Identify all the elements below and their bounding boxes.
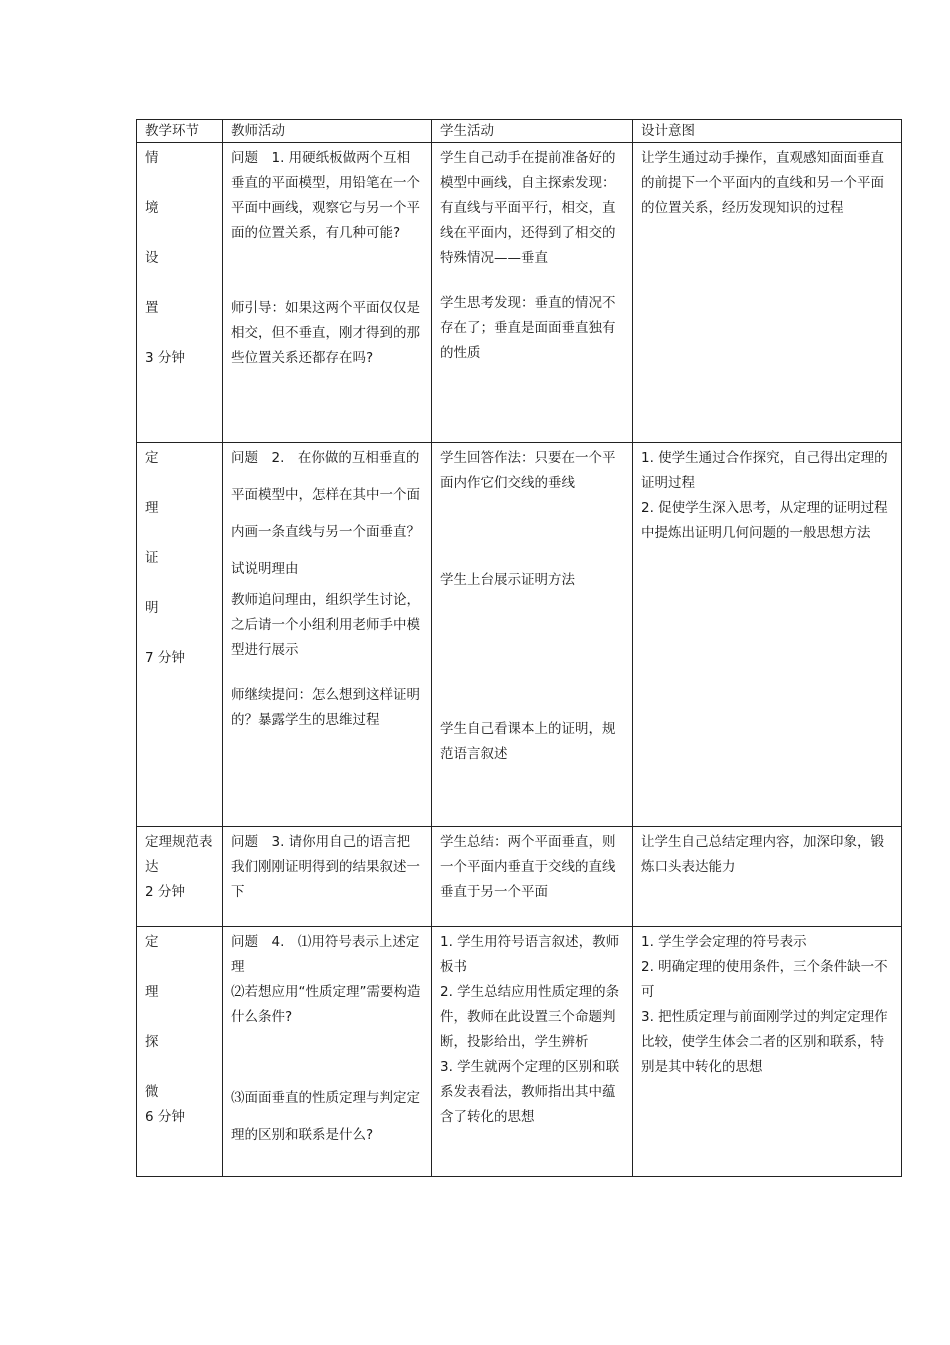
- header-stage: 教学环节: [137, 120, 223, 143]
- intent-text: 让学生通过动手操作，直观感知面面垂直的前提下一个平面内的直线和另一个平面的位置关系，经历发现知识的过程: [641, 150, 884, 216]
- student-cell: [432, 143, 633, 443]
- header-row: [137, 120, 902, 143]
- student-cell: [432, 827, 633, 927]
- table-row: [137, 927, 902, 1177]
- student-text: 学生思考发现：垂直的情况不存在了；垂直是面面垂直独有的性质: [440, 295, 616, 361]
- teacher-text: 师继续提问：怎么想到这样证明的？暴露学生的思维过程: [231, 687, 420, 728]
- intent-text: 2. 明确定理的使用条件，三个条件缺一不可: [641, 959, 888, 1000]
- intent-text: 让学生自己总结定理内容，加深印象，锻炼口头表达能力: [641, 834, 884, 875]
- teacher-cell: [223, 443, 432, 827]
- student-text: 1. 学生用符号语言叙述，教师板书: [440, 934, 620, 975]
- stage-cell: [137, 827, 223, 927]
- teacher-cell: [223, 143, 432, 443]
- teacher-cell: [223, 827, 432, 927]
- teacher-text: ⑵若想应用“性质定理”需要构造什么条件?: [231, 984, 421, 1025]
- student-text: 学生总结：两个平面垂直，则一个平面内垂直于交线的直线垂直于另一个平面: [440, 834, 616, 900]
- table-row: [137, 827, 902, 927]
- table-row: [137, 443, 902, 827]
- teacher-text: 问题 2. 在你做的互相垂直的平面模型中，怎样在其中一个面内画一条直线与另一个面垂直？试说明理由: [231, 450, 420, 577]
- teacher-text: 问题 4. ⑴用符号表示上述定理: [231, 934, 420, 975]
- teacher-text: 问题 3. 请你用自己的语言把我们刚刚证明得到的结果叙述一下: [231, 834, 420, 900]
- student-cell: [432, 927, 633, 1177]
- student-text: 学生回答作法：只要在一个平面内作它们交线的垂线: [440, 450, 616, 491]
- teacher-text: 师引导：如果这两个平面仅仅是相交，但不垂直，刚才得到的那些位置关系还都存在吗?: [231, 300, 420, 366]
- intent-cell: [633, 827, 902, 927]
- table-row: [137, 143, 902, 443]
- stage-cell: [137, 927, 223, 1177]
- stage-label: 定 理 探 微 6 分钟: [145, 934, 185, 1125]
- intent-text: 1. 学生学会定理的符号表示: [641, 934, 807, 950]
- header-student-activity: 学生活动: [432, 120, 633, 143]
- stage-label: 情 境 设 置 3 分钟: [145, 150, 185, 366]
- intent-cell: [633, 143, 902, 443]
- header-teacher-activity: 教师活动: [223, 120, 432, 143]
- stage-cell: [137, 143, 223, 443]
- stage-label: 定理规范表达 2 分钟: [145, 834, 213, 900]
- intent-cell: [633, 927, 902, 1177]
- teacher-text: ⑶面面垂直的性质定理与判定定理的区别和联系是什么?: [231, 1090, 420, 1143]
- teacher-cell: [223, 927, 432, 1177]
- student-text: 3. 学生就两个定理的区别和联系发表看法，教师指出其中蕴含了转化的思想: [440, 1059, 620, 1125]
- student-text: 学生上台展示证明方法: [440, 572, 575, 588]
- teacher-text: 问题 1. 用硬纸板做两个互相垂直的平面模型，用铅笔在一个平面中画线，观察它与另一个平面的位置关系，有几种可能?: [231, 150, 420, 241]
- stage-label: 定 理 证 明 7 分钟: [145, 450, 185, 666]
- student-cell: [432, 443, 633, 827]
- intent-cell: [633, 443, 902, 827]
- stage-cell: [137, 443, 223, 827]
- student-text: 学生自己动手在提前准备好的模型中画线，自主探索发现：有直线与平面平行，相交，直线在平面内，还得到了相交的特殊情况——垂直: [440, 150, 616, 266]
- intent-text: 3. 把性质定理与前面刚学过的判定定理作比较，使学生体会二者的区别和联系，特别是其中转化的思想: [641, 1009, 888, 1075]
- student-text: 2. 学生总结应用性质定理的条件，教师在此设置三个命题判断，投影给出，学生辨析: [440, 984, 620, 1050]
- lesson-plan-table: [136, 119, 902, 1177]
- intent-text: 2. 促使学生深入思考，从定理的证明过程中提炼出证明几何问题的一般思想方法: [641, 500, 888, 541]
- teacher-text: 教师追问理由，组织学生讨论，之后请一个小组利用老师手中模型进行展示: [231, 592, 420, 658]
- header-design-intent: 设计意图: [633, 120, 902, 143]
- student-text: 学生自己看课本上的证明，规范语言叙述: [440, 721, 616, 762]
- intent-text: 1. 使学生通过合作探究，自己得出定理的证明过程: [641, 450, 888, 491]
